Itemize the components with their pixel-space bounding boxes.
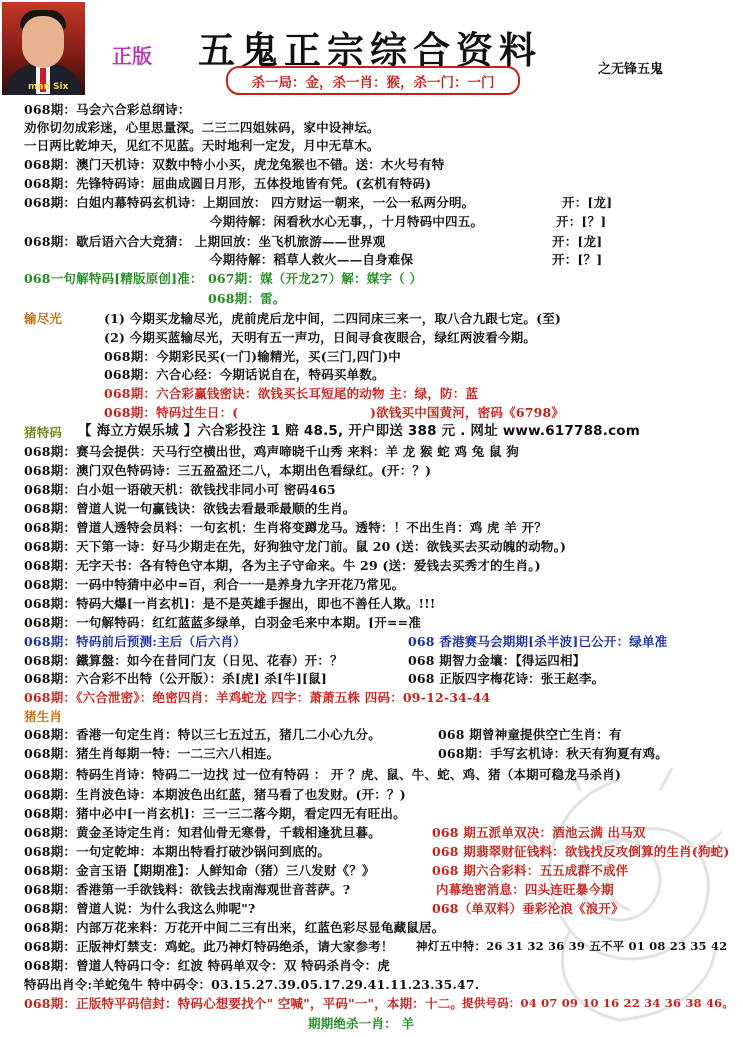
text-line: 068期：今期彩民买(一门)输精光，买(三门,四门)中: [104, 349, 402, 364]
text-line: 068期：无字天书：各有特色守本期，各为主子守命来。牛 29 (送：爱钱去买秀才的生肖。): [24, 558, 541, 573]
page-title: 五鬼正宗综合资料: [198, 28, 542, 72]
text-line: 今期待解：稻草人救火——自身难保: [210, 252, 414, 267]
text-line: 068期：生肖波色诗：本期波色出红蓝，猪马看了也发财。(开：？): [24, 787, 406, 802]
text-line: 068期：猪中必中[一肖玄机]：三一三二落今期，看定四无有旺出。: [24, 806, 406, 821]
text-line: 068一句解特码[精版原创]准：: [24, 271, 203, 286]
text-line: 068期：特码大爆[一肖玄机]：是不是英雄手握出，即也不善任人欺。!!!: [24, 596, 436, 611]
text-line: 068期：香港一句定生肖：特以三七五过五，猪几二小心九分。: [24, 727, 381, 742]
text-line: 劝你切勿成彩迷，心里思量深。二三二四姐妹码，家中设神坛。: [24, 120, 380, 135]
text-line: 068期：黄金圣诗定生肖：知君仙骨无寒骨，千载相逢犹旦暮。: [24, 825, 381, 840]
section-label: 猪生肖: [24, 709, 63, 724]
text-line: 068期：曾道人说一句赢钱诀：欲钱去看最乖最顺的生肖。: [24, 501, 356, 516]
text-line: 内幕绝密消息：四头连旺暴今期: [436, 882, 614, 897]
text-line: 068期：《六合泄密》：绝密四肖：羊鸡蛇龙 四字：萧萧五株 四码：09-12-34-44: [24, 690, 491, 705]
text-line: 068期：歇后语六合大竞猜： 上期回放：坐飞机旅游——世界观: [24, 234, 386, 249]
text-line: 一日两比乾坤天，见红不见蓝。天时地利一定发，月中无草木。: [24, 138, 380, 153]
text-line: 068期：澳门天机诗：双数中特小小买，虎龙兔猴也不错。送：木火号有特: [24, 157, 445, 172]
text-line: 068期：白姐内幕特码玄机诗：上期回放： 四方财运一朝来，一公一私两分明。: [24, 195, 475, 210]
author-label: 之无锋五鬼: [598, 62, 664, 77]
section-label: 输尽光: [24, 311, 63, 326]
text-line: 068 期五派单双决：酒池云满 出马双: [432, 825, 646, 840]
text-line: 提供号码：04 07 09 10 16 22 34 36 38 46。: [462, 996, 735, 1010]
author-photo: [2, 2, 85, 95]
result-tag: 开：[？]: [556, 214, 607, 229]
text-line: 068期：特码生肖诗：特码二一边找 过一位有特码 ： 开 ？虎、鼠、牛、蛇、鸡、猪（本期可稳龙马杀肖): [24, 767, 622, 782]
text-line: 068 期六合彩料：五五成群不成伴: [432, 863, 629, 878]
text-line: 068期：曾道人说：为什么我这么帅呢"?: [24, 901, 256, 916]
result-tag: 开：[龙]: [552, 234, 603, 249]
text-line: 068期：先锋特码诗：屈曲成圆日月形，五体投地皆有凭。(玄机有特码): [24, 176, 432, 191]
text-line: 068期：特码过生日：(: [104, 405, 239, 420]
text-line: 068 香港赛马会期期[杀半波]已公开：绿单准: [408, 634, 668, 649]
text-line: 068 期翡翠财征钱料：欲钱找反攻倒算的生肖(狗蛇): [432, 844, 730, 859]
text-line: 068期：曾道人特码口令：红波 特码单双令：双 特码杀肖令：虎: [24, 958, 390, 973]
text-line: 068期：正版神灯禁支：鸡蛇。此乃神灯特码绝杀，请大家参考！: [24, 939, 394, 954]
text-line: 068期：一码中特猜中必中=百，利合一一是养身九字开花乃常见。: [24, 577, 405, 592]
text-line: )欲钱买中国黄河，密码《6798》: [370, 405, 565, 420]
photo-caption: man Six: [28, 82, 69, 92]
result-tag: 开：[？]: [552, 252, 603, 267]
text-line: 068期：特码前后预测:主后（后六肖）: [24, 634, 247, 649]
text-line: 068期：金言玉语【期期准】：人鲜知命（猪）三八发财《？》: [24, 863, 375, 878]
text-line: 068期：香港第一手欲钱料：欲钱去找南海观世音菩萨。?: [24, 882, 351, 897]
text-line: 068期：天下第一诗：好马少期走在先，好狗独守龙门前。鼠 20 (送：欲钱买去买动魄的动物。): [24, 539, 567, 554]
text-line: 068（单双料）垂彩沦浪《浪开》: [432, 901, 624, 916]
text-line: (1) 今期买龙输尽光，虎前虎后龙中间，二四同床三来一，取八合九跟七定。(至): [104, 311, 562, 326]
text-line: 068期：赛马会提供：天马行空横出世，鸡声啼晓千山秀 来料：羊 龙 猴 蛇 鸡 兔 鼠 狗: [24, 444, 519, 459]
text-line: 今期待解：闲看秋水心无事，，十月特码中四五。: [210, 214, 484, 229]
text-line: 068 正版四字梅花诗：张王赵李。: [408, 671, 605, 686]
text-line: 068期：澳门双色特码诗：三五盈盈还二八，本期出色看绿红。(开：？): [24, 463, 432, 478]
text-line: 067期：媒（开龙27）解：媒字（ ）: [208, 271, 423, 286]
result-tag: 开：[龙]: [562, 195, 613, 210]
text-line: 068期：白小姐一语破天机：欲钱找非同小可 密码465: [24, 482, 336, 497]
text-line: 068期：一句定乾坤：本期出特看打破沙锅问到底的。: [24, 844, 331, 859]
text-line: 068期：六合心经：今期话说自在，特码买单数。: [104, 367, 385, 382]
text-line: 期期绝杀一肖： 羊: [308, 1016, 415, 1031]
text-line: 068期：猪生肖每期一特：一二三六八相连。: [24, 746, 280, 761]
text-line: 068期：内部万花来料：万花开中间二三有出来，红蓝色彩尽显龟藏鼠居。: [24, 920, 445, 935]
section-label: 猪特码: [24, 425, 63, 440]
ad-banner: 【 海立方娱乐城 】六合彩投注 1 赔 48.5, 开户即送 388 元 . 网址 www.617788.com: [78, 423, 641, 439]
text-line: 068期：曾道人透特会员料：一句玄机：生肖将变蹲龙马。透特：！不出生肖：鸡 虎 羊 开？: [24, 520, 547, 535]
text-line: 068期：雷。: [208, 291, 286, 306]
text-line: 特码出肖令:羊蛇兔牛 特中码令：03.15.27.39.05.17.29.41.11.23.35.47.: [24, 977, 480, 992]
text-line: 068期：六合彩赢钱密诀：欲钱买长耳短尾的动物 主：绿，防：蓝: [104, 386, 479, 401]
text-line: 068期：鐵算盤：如今在昔同门友（日见、花春）开：？: [24, 653, 343, 668]
text-line: 神灯五中特：26 31 32 36 39 五不平 01 08 23 35 42: [416, 939, 728, 953]
text-line: 068期：六合彩不出特（公开版）：杀[虎] 杀[牛][鼠]: [24, 671, 327, 686]
text-line: 068期：一句解特码：红红蓝蓝多绿单，白羽金毛来中本期。[开==准: [24, 615, 422, 630]
text-line: 068期：正版特平码信封：特码心想要找个" 空喊"，平码"一"，本期：十二。: [24, 996, 464, 1011]
text-line: 068期：马会六合彩总纲诗：: [24, 102, 191, 117]
kill-banner: [226, 66, 520, 95]
text-line: 068 期曾神童提供空亡生肖：有: [438, 727, 622, 742]
kill-banner-text: 杀一局：金，杀一肖：猴，杀一门：一门: [251, 75, 495, 91]
text-line: 068 期智力金壤：【得运四相】: [408, 653, 586, 668]
text-line: (2) 今期买蓝输尽光，天明有五一声功，日间寻食夜眼合，绿红两波看今期。: [104, 330, 537, 345]
text-line: 068期：手写玄机诗：秋天有狗夏有鸡。: [438, 746, 668, 761]
edition-label: 正版: [112, 44, 152, 68]
